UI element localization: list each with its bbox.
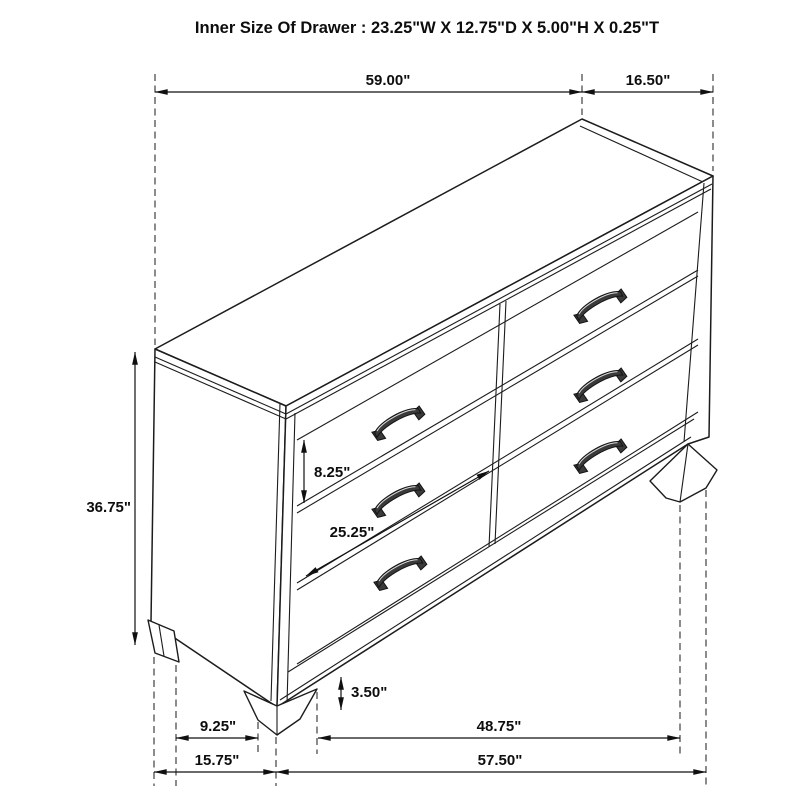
dimension-top-depth (582, 72, 713, 92)
dimension-label-front-leg-spacing: 48.75" (476, 718, 522, 735)
drawing-title: Inner Size Of Drawer : 23.25"W X 12.75"D X 5.00"H X 0.25"T (194, 19, 660, 37)
dimension-label-overall-height: 36.75" (86, 499, 131, 516)
dimension-overall-height (86, 352, 135, 645)
dimension-top-width (155, 72, 582, 92)
dimension-label-drawer-width: 25.25" (329, 524, 375, 541)
dimension-label-top-depth: 16.50" (625, 72, 671, 89)
dimension-leg-height (341, 677, 387, 710)
dimension-base-depth (154, 752, 276, 772)
dimension-base-width (276, 752, 706, 772)
dimension-side-leg-spacing (176, 718, 258, 738)
dimension-label-drawer-height: 8.25" (314, 464, 351, 481)
dimension-label-base-width: 57.50" (477, 752, 523, 769)
dresser-drawing (148, 119, 717, 735)
dimension-label-base-depth: 15.75" (194, 752, 240, 769)
dimension-label-top-width: 59.00" (365, 72, 411, 89)
dimension-label-leg-height: 3.50" (351, 684, 388, 701)
dimension-label-side-leg-spacing: 9.25" (199, 718, 237, 735)
dimension-front-leg-spacing (318, 718, 680, 738)
